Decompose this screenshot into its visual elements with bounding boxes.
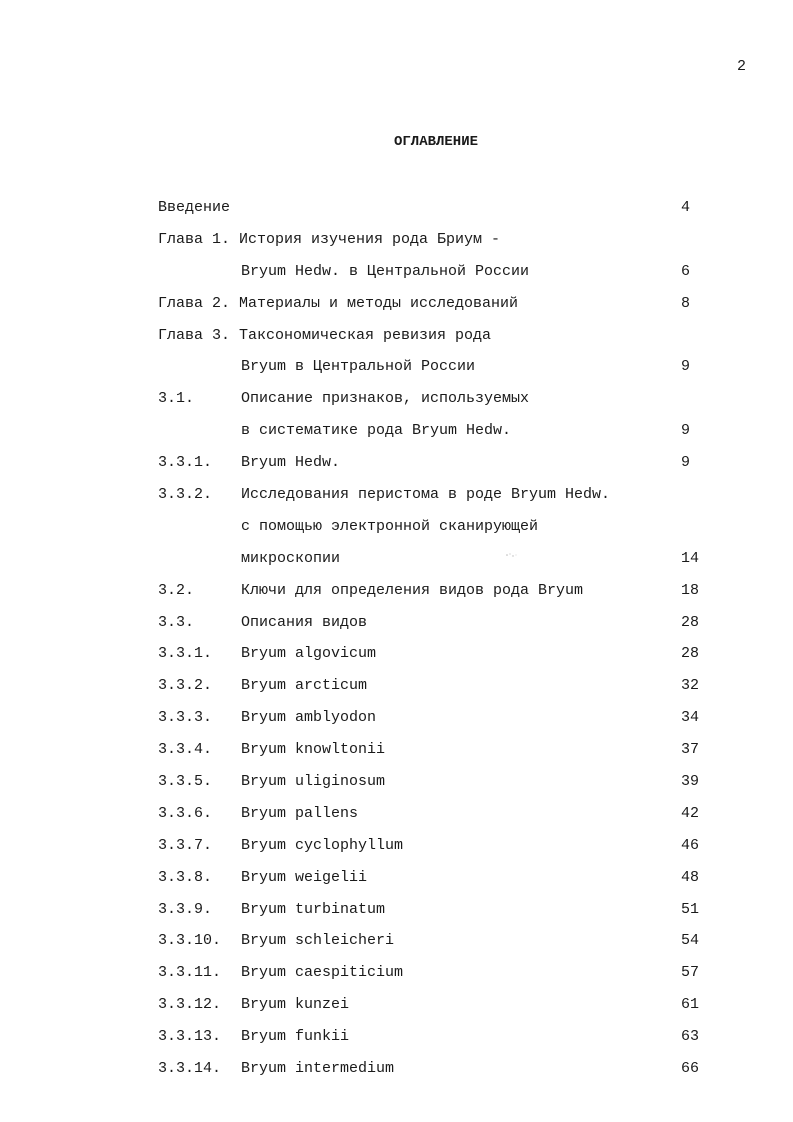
- toc-entry-title: Bryum intermedium: [241, 1060, 395, 1078]
- toc-entry: [0, 766, 793, 798]
- toc-entry-title: Bryum в Центральной России: [241, 358, 476, 376]
- toc-entry-title: микроскопии: [241, 549, 341, 567]
- toc-entry-page: 61: [681, 996, 700, 1014]
- toc-entry-page: 9: [681, 422, 691, 440]
- toc-entry-title: Bryum pallens: [241, 804, 359, 822]
- toc-entry: [0, 447, 793, 479]
- toc-entry-page: 46: [681, 836, 700, 854]
- toc-entry-page: 4: [681, 199, 691, 216]
- toc-entry-title: Исследования перистома в роде Bryum Hedw.: [241, 486, 611, 504]
- toc-entry-title: Описание признаков, используемых: [241, 390, 530, 408]
- toc-entry: [0, 925, 793, 957]
- toc-entry-number: 3.3.12.: [158, 996, 222, 1014]
- toc-entry-title: Bryum weigelii: [241, 868, 368, 886]
- toc-entry-page: 34: [681, 709, 700, 727]
- toc-entry-title: Bryum funkii: [241, 1028, 350, 1046]
- page-number: 2: [737, 58, 747, 75]
- toc-entry-title: Описания видов: [241, 613, 368, 631]
- toc-entry-number: 3.3.: [158, 613, 195, 631]
- toc-entry-page: 54: [681, 932, 700, 950]
- toc-entry-title: Bryum Hedw. в Центральной России: [241, 262, 530, 280]
- toc-entry: [0, 320, 793, 352]
- toc-entry-title: Bryum cyclophyllum: [241, 836, 404, 854]
- toc-entry-number: 3.3.11.: [158, 964, 222, 982]
- toc-entry-page: 51: [681, 900, 700, 918]
- toc-entry-page: 32: [681, 677, 700, 695]
- toc-entry-page: 28: [681, 613, 700, 631]
- toc-entry: [0, 1021, 793, 1053]
- toc-entry-title: Bryum schleicheri: [241, 932, 395, 950]
- toc-entry: [0, 288, 793, 320]
- toc-entry-number: 3.3.1.: [158, 645, 213, 663]
- toc-entry-page: 9: [681, 358, 691, 376]
- toc-entry-page: 39: [681, 773, 700, 791]
- toc-entry-number: 3.3.2.: [158, 486, 213, 504]
- toc-entry-number: 3.3.10.: [158, 932, 222, 950]
- toc-entry-number: 3.3.13.: [158, 1028, 222, 1046]
- toc-entry: [0, 607, 793, 639]
- toc-entry: [0, 351, 793, 383]
- toc-entry: [0, 638, 793, 670]
- toc-entry-number: 3.1.: [158, 390, 195, 408]
- toc-entry: [0, 862, 793, 894]
- toc-entry-title: Введение: [158, 199, 231, 216]
- toc-entry: [0, 543, 793, 575]
- toc-entry: [0, 383, 793, 415]
- toc-entry: [0, 702, 793, 734]
- toc-entry-title: Bryum algovicum: [241, 645, 377, 663]
- toc-entry-page: 63: [681, 1028, 700, 1046]
- toc-entry-number: 3.3.6.: [158, 804, 213, 822]
- toc-entry-number: 3.3.1.: [158, 454, 213, 472]
- toc-entry-number: 3.3.14.: [158, 1060, 222, 1078]
- toc-entry: [0, 224, 793, 256]
- toc-entry-title: в систематике рода Bryum Hedw.: [241, 422, 512, 440]
- toc-entry-title: Глава 2. Материалы и методы исследований: [158, 294, 519, 312]
- toc-entry-title: Ключи для определения видов рода Bryum: [241, 581, 584, 599]
- toc-entry-title: Bryum amblyodon: [241, 709, 377, 727]
- toc-entry-title: Bryum arcticum: [241, 677, 368, 695]
- toc-entry-page: 42: [681, 804, 700, 822]
- toc-entry-number: 3.2.: [158, 581, 195, 599]
- toc-entry: [0, 256, 793, 288]
- toc-entry-number: 3.3.4.: [158, 741, 213, 759]
- toc-entry-page: 14: [681, 549, 700, 567]
- toc-entry-title: Bryum knowltonii: [241, 741, 386, 759]
- toc-entry-title: Bryum uliginosum: [241, 773, 386, 791]
- toc-entry-page: 8: [681, 294, 691, 312]
- scan-speckle-decoration: [505, 552, 519, 558]
- toc-entry: [0, 830, 793, 862]
- toc-entry: [0, 734, 793, 766]
- toc-entry: [0, 894, 793, 926]
- toc-entry-title: Bryum caespiticium: [241, 964, 404, 982]
- toc-entry-page: 48: [681, 868, 700, 886]
- toc-entry-number: 3.3.3.: [158, 709, 213, 727]
- toc-entry-title: с помощью электронной сканирующей: [241, 517, 539, 535]
- toc-entry-number: 3.3.5.: [158, 773, 213, 791]
- toc-entry: [0, 415, 793, 447]
- toc-entry-number: 3.3.8.: [158, 868, 213, 886]
- toc-entry: [0, 670, 793, 702]
- toc-entry: [0, 479, 793, 511]
- toc-entry: [0, 192, 793, 224]
- toc-entry: [0, 511, 793, 543]
- toc-entry-title: Глава 3. Таксономическая ревизия рода: [158, 326, 492, 344]
- toc-entry-page: 37: [681, 741, 700, 759]
- toc-entry-page: 28: [681, 645, 700, 663]
- toc-entry-page: 6: [681, 262, 691, 280]
- toc-entry-page: 9: [681, 454, 691, 472]
- toc-entry-page: 66: [681, 1060, 700, 1078]
- toc-entry: [0, 989, 793, 1021]
- toc-entry-title: Bryum kunzei: [241, 996, 350, 1014]
- toc-entry-number: 3.3.9.: [158, 900, 213, 918]
- toc-entry-page: 18: [681, 581, 700, 599]
- toc-entry-page: 57: [681, 964, 700, 982]
- toc-entry: [0, 798, 793, 830]
- toc-entry-number: 3.3.7.: [158, 836, 213, 854]
- toc-entry-title: Глава 1. История изучения рода Бриум -: [158, 230, 501, 248]
- toc-entry: [0, 957, 793, 989]
- toc-entry: [0, 575, 793, 607]
- table-of-contents: [0, 192, 793, 1085]
- toc-entry-title: Bryum turbinatum: [241, 900, 386, 918]
- toc-entry-title: Bryum Hedw.: [241, 454, 341, 472]
- page-title: ОГЛАВЛЕНИЕ: [393, 134, 478, 150]
- toc-entry: [0, 1053, 793, 1085]
- toc-entry-number: 3.3.2.: [158, 677, 213, 695]
